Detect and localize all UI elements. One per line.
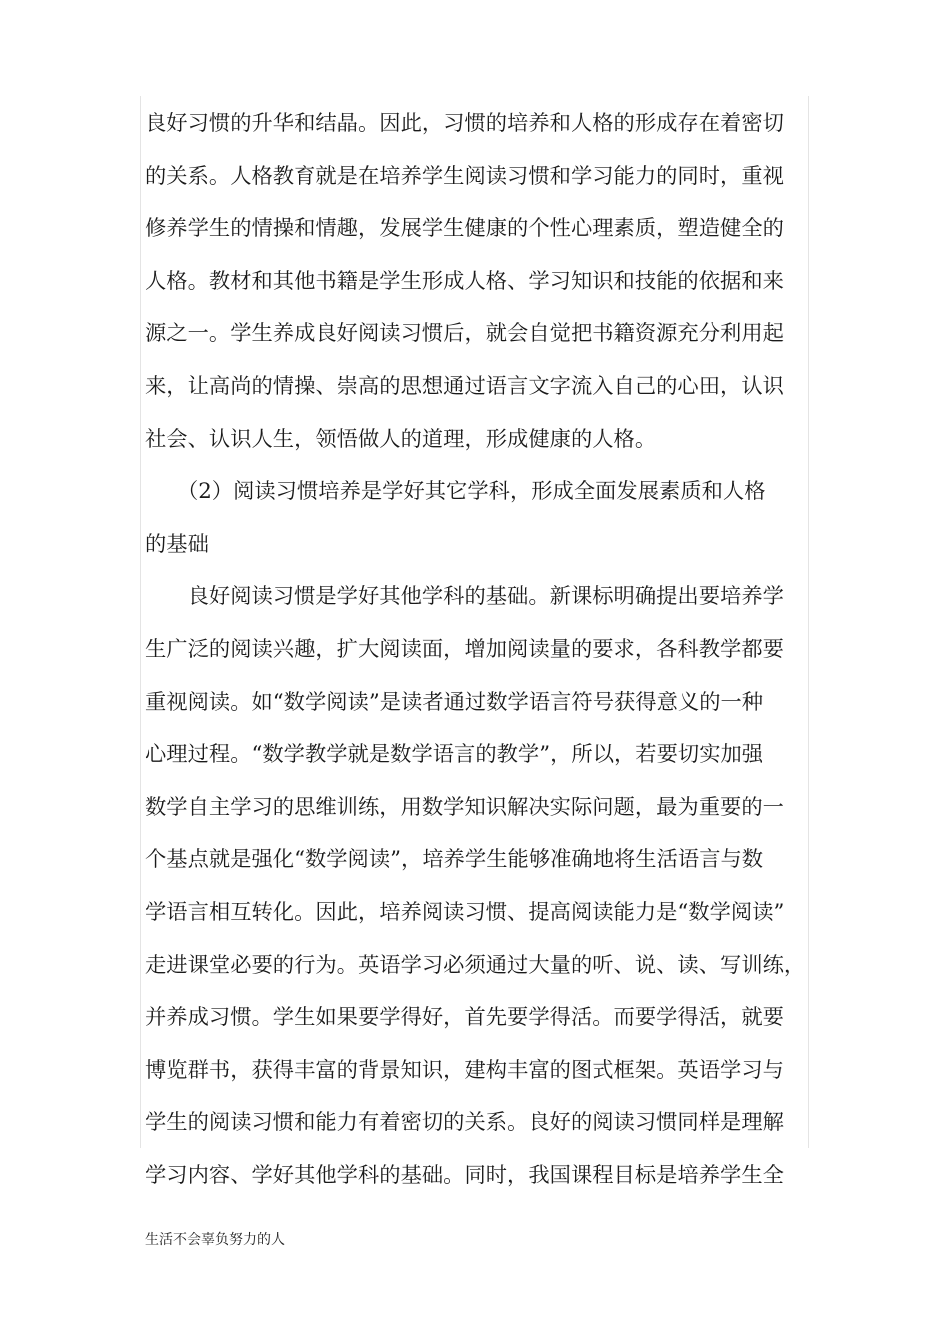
page-footer: 生活不会辜负努力的人 [145,1232,285,1248]
text-line: 源之一。学生养成良好阅读习惯后，就会自觉把书籍资源充分利用起 [145,321,784,347]
section-heading-line: （2）阅读习惯培养是学好其它学科，形成全面发展素质和人格 [145,479,766,505]
body-text [145,98,817,1202]
text-line: 走进课堂必要的行为。英语学习必须通过大量的听、说、读、写训练， [145,952,806,978]
page-frame-left-border [140,96,141,1148]
text-line: 重视阅读。如“数学阅读”是读者通过数学语言符号获得意义的一种 [145,689,764,715]
text-line: 学习内容、学好其他学科的基础。同时，我国课程目标是培养学生全 [145,1162,784,1188]
text-line: 并养成习惯。学生如果要学得好，首先要学得活。而要学得活，就要 [145,1005,784,1031]
section-heading-line: 的基础 [145,531,209,557]
text-line: 良好阅读习惯是学好其他学科的基础。新课标明确提出要培养学 [145,584,784,610]
text-line: 修养学生的情操和情趣，发展学生健康的个性心理素质，塑造健全的 [145,216,784,242]
text-line: 数学自主学习的思维训练，用数学知识解决实际问题，最为重要的一 [145,794,784,820]
text-line: 的关系。人格教育就是在培养学生阅读习惯和学习能力的同时，重视 [145,163,784,189]
text-line: 良好习惯的升华和结晶。因此，习惯的培养和人格的形成存在着密切 [145,111,784,136]
text-line: 学生的阅读习惯和能力有着密切的关系。良好的阅读习惯同样是理解 [145,1110,784,1136]
text-line: 生广泛的阅读兴趣，扩大阅读面，增加阅读量的要求，各科教学都要 [145,636,784,662]
text-line: 个基点就是强化“数学阅读”，培养学生能够准确地将生活语言与数 [145,847,764,873]
text-line: 人格。教材和其他书籍是学生形成人格、学习知识和技能的依据和来 [145,268,784,294]
text-line: 博览群书，获得丰富的背景知识，建构丰富的图式框架。英语学习与 [145,1057,784,1083]
text-line: 社会、认识人生，领悟做人的道理，形成健康的人格。 [145,426,657,452]
text-line: 学语言相互转化。因此，培养阅读习惯、提高阅读能力是“数学阅读” [145,899,785,925]
text-line: 心理过程。“数学教学就是数学语言的教学”，所以，若要切实加强 [145,742,764,768]
text-line: 来，让高尚的情操、崇高的思想通过语言文字流入自己的心田，认识 [145,373,784,399]
